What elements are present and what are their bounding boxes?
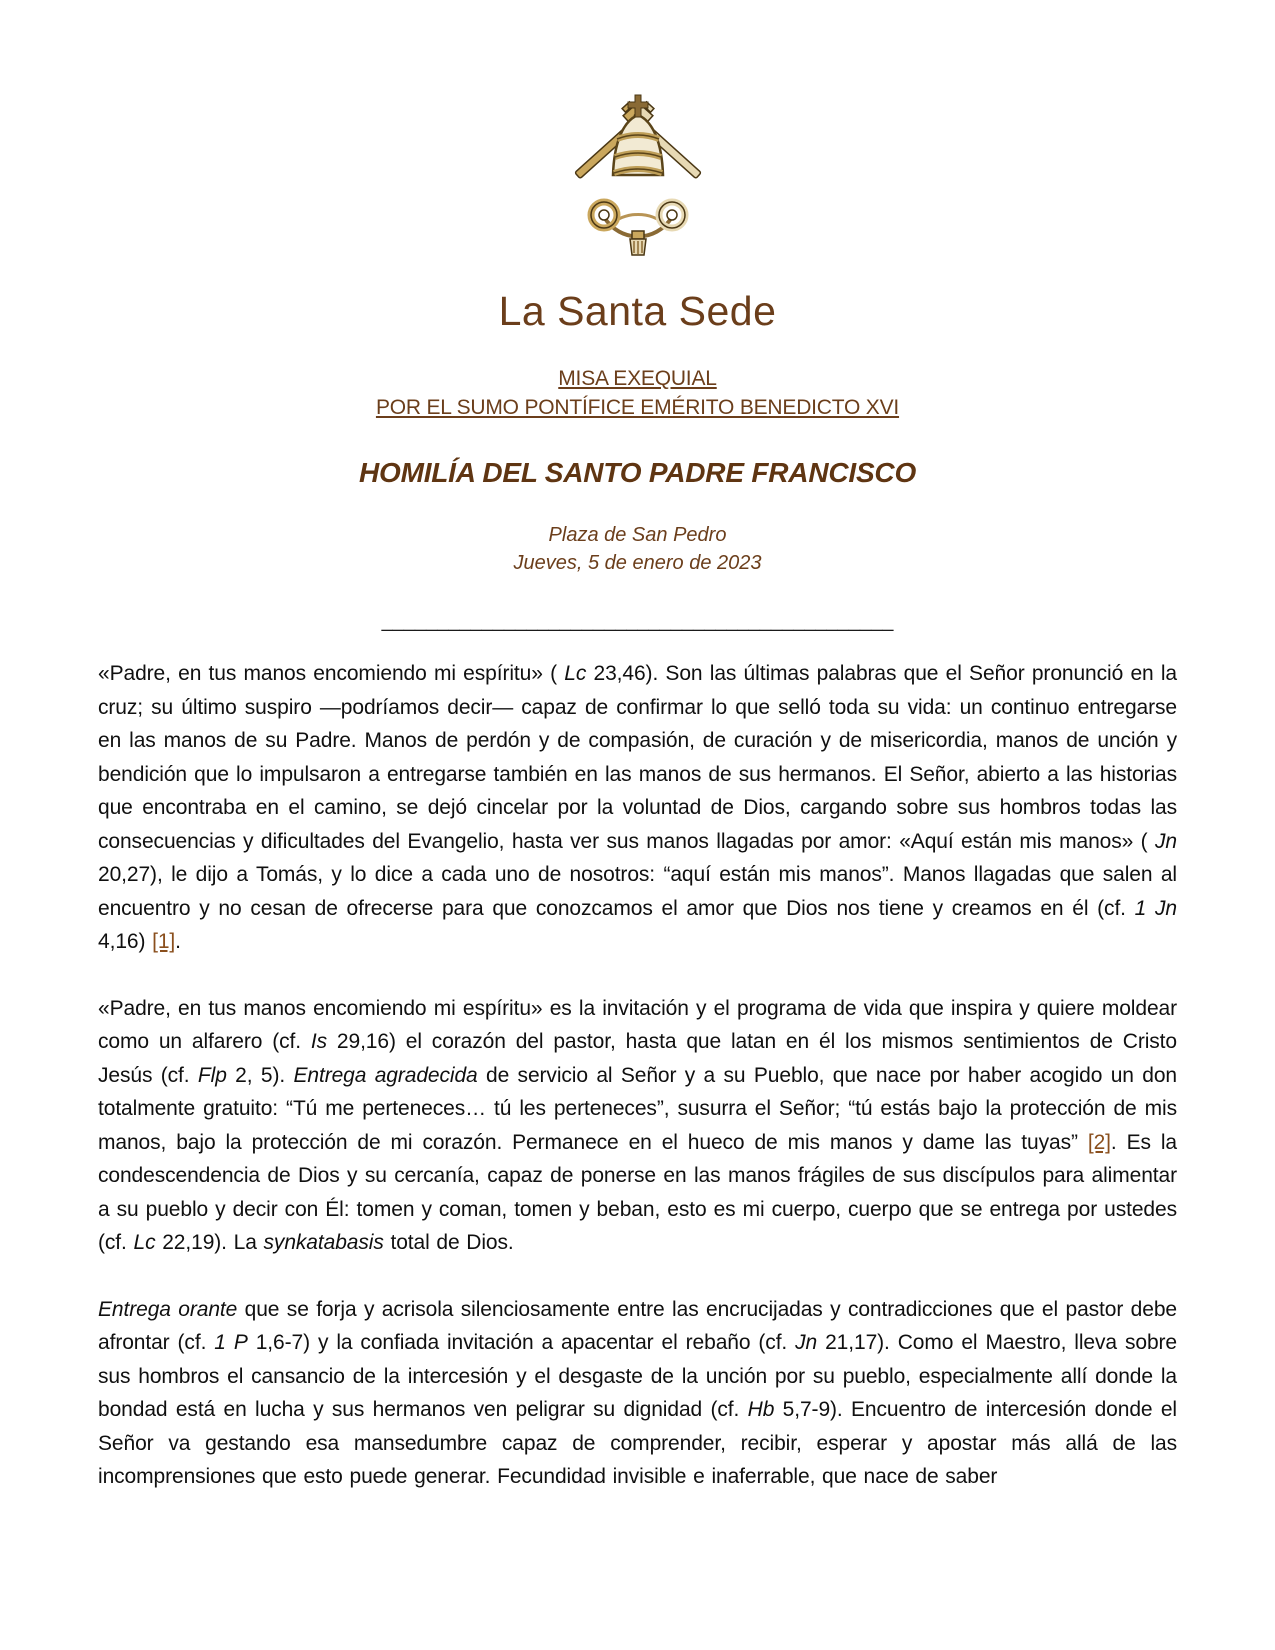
text-segment: 22,19). La (155, 1231, 264, 1254)
text-segment: 1,6-7) y la confiada invitación a apacentar el rebaño (cf. (247, 1331, 796, 1354)
text-segment: 5,7-9). Encuentro de intercesión donde el Señor va gestando esa mansedumbre capaz de comprender, recibir, esperar y apostar más allá de las incomprensiones que esto puede generar. Fecundidad invisible e inaferrable, que nace de saber (98, 1398, 1177, 1488)
text-segment: «Padre, en tus manos encomiendo mi espíritu» ( (98, 662, 565, 685)
page-title: La Santa Sede (498, 288, 777, 334)
text-segment: 4,16) (98, 930, 153, 953)
text-segment: total de Dios. (383, 1231, 514, 1254)
venue-block (98, 521, 1177, 577)
event-heading (98, 365, 1177, 423)
text-segment: de servicio al Señor y a su Pueblo, que nace por haber acogido un don totalmente gratuito: “Tú me perteneces… tú les perteneces”, susurra el Señor; “tú estás bajo la protección de mis manos, bajo la protección de mi corazón. Permanece en el hueco de mis manos y dame las tuyas” (98, 1063, 1178, 1154)
italic-text-segment: Flp (197, 1063, 227, 1087)
text-segment: 21,17). Como el Maestro, lleva sobre sus hombros el cansancio de la intercesión y el desgaste de la unción por su pueblo, especialmente allí donde la bondad está en lucha y sus hermanos ven peligrar su dignidad (cf. (98, 1331, 1177, 1421)
italic-text-segment: Is (310, 1030, 328, 1053)
holy-see-emblem-icon (568, 93, 708, 259)
text-segment: . (175, 930, 181, 953)
homily-body (98, 657, 1177, 1494)
text-segment: 29,16) el corazón del pastor, hasta que latan en él los mismos sentimientos de Cristo Jesús (cf. (98, 1030, 1177, 1087)
event-link-line1[interactable]: MISA EXEQUIAL (558, 367, 717, 390)
text-segment: 23,46). Son las últimas palabras que el Señor pronunció en la cruz; su último suspiro —podríamos decir— capaz de confirmar lo que selló toda su vida: un continuo entregarse en las manos de su Padre. Manos de perdón y de compasión, de curación y de misericordia, manos de unción y bendición que lo impulsaron a entregarse también en las manos de sus hermanos. El Señor, abierto a las historias que encontraba en el camino, se dejó cincelar por la voluntad de Dios, cargando sobre sus hombros todas las consecuencias y dificultades del Evangelio, hasta ver sus manos llagadas por amor: «Aquí están mis manos» ( (98, 662, 1178, 853)
italic-text-segment: Lc (564, 662, 587, 685)
italic-text-segment: Lc (133, 1231, 156, 1254)
italic-text-segment: 1 Jn (1134, 896, 1177, 920)
italic-text-segment: Hb (747, 1398, 775, 1421)
body-paragraph (98, 1293, 1177, 1494)
holy-see-emblem (568, 93, 708, 264)
separator-rule: ______________________________________________ (381, 610, 894, 632)
footnote-link[interactable]: [2] (1087, 1130, 1111, 1154)
text-segment: «Padre, en tus manos encomiendo mi espíritu» es la invitación y el programa de vida que inspira y quiere moldear como un alfarero (cf. (98, 996, 1177, 1053)
date-line: Jueves, 5 de enero de 2023 (513, 552, 762, 574)
italic-text-segment: 1 P (214, 1331, 248, 1354)
italic-text-segment: synkatabasis (263, 1231, 384, 1254)
text-segment: 20,27), le dijo a Tomás, y lo dice a cada uno de nosotros: “aquí están mis manos”. Manos llagadas que salen al encuentro y no cesan de ofrecerse para que conozcamos el amor que Dios nos tiene y creamos en él (cf. (98, 863, 1177, 920)
body-paragraph (98, 992, 1177, 1260)
footnote-link[interactable]: [1] (152, 930, 176, 953)
italic-text-segment: Entrega orante (98, 1297, 238, 1321)
body-paragraph (98, 657, 1177, 959)
homily-title: HOMILÍA DEL SANTO PADRE FRANCISCO (358, 457, 917, 488)
location-line: Plaza de San Pedro (548, 524, 727, 546)
text-segment: que se forja y acrisola silenciosamente entre las encrucijadas y contradicciones que el pastor debe afrontar (cf. (98, 1297, 1178, 1354)
text-segment: 2, 5). (226, 1063, 294, 1087)
text-segment: . Es la condescendencia de Dios y su cercanía, capaz de ponerse en las manos frágiles de sus discípulos para alimentar a su pueblo y decir con Él: tomen y coman, tomen y beban, esto es mi cuerpo, cuerpo que se entrega por ustedes (cf. (98, 1130, 1177, 1254)
italic-text-segment: Entrega agradecida (293, 1063, 478, 1087)
italic-text-segment: Jn (1155, 829, 1177, 853)
italic-text-segment: Jn (795, 1331, 818, 1354)
event-link-line2[interactable]: POR EL SUMO PONTÍFICE EMÉRITO BENEDICTO XVI (375, 396, 900, 419)
